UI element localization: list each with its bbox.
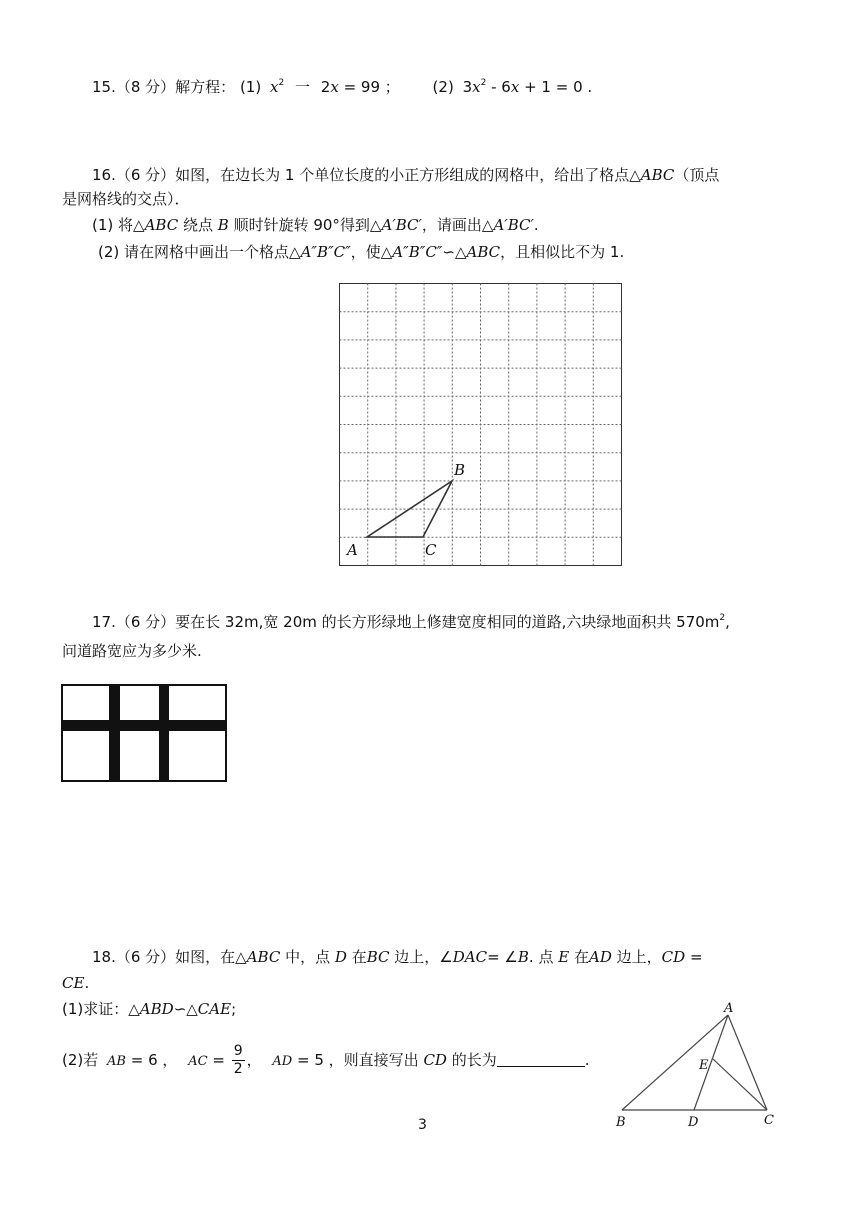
- q16-line2: 是网格线的交点）．: [62, 190, 190, 208]
- q17-line2: 问道路宽应为多少米.: [62, 642, 202, 660]
- q18-line4-ad: AD: [272, 1054, 293, 1069]
- q18-line2-end: .: [84, 974, 90, 992]
- q15-p2-x: x: [472, 78, 481, 96]
- q15-p2-rhs: + 1 = 0 .: [524, 78, 593, 96]
- q18-line3-b: ∽△: [173, 1000, 198, 1018]
- vertical-road-2: [159, 685, 169, 781]
- q18-line4-e: = 5 ，则直接写出: [297, 1051, 419, 1069]
- q15-p1-label: (1): [239, 78, 262, 96]
- q18-line1-E: E: [558, 948, 570, 966]
- field-border: [62, 685, 226, 781]
- q16-line3-a: (1) 将△: [92, 216, 145, 234]
- q18-line3: [62, 998, 236, 1020]
- label-B: B: [454, 461, 466, 479]
- answer-blank[interactable]: [497, 1052, 585, 1067]
- q18-line4-ac: AC: [188, 1054, 208, 1069]
- label-C: C: [764, 1113, 774, 1128]
- q18-line4-ab: AB: [107, 1054, 126, 1069]
- q18-line4-b: = 6 ，: [130, 1051, 178, 1069]
- q18-line3-cae: CAE: [197, 1000, 232, 1018]
- q15-line: [92, 76, 592, 98]
- q16-line3-abc: ABC: [144, 216, 179, 234]
- q18-line1-d: 边上，∠: [394, 948, 453, 966]
- q15-p2-mid: - 6: [491, 78, 511, 96]
- segment-AC: [728, 1015, 767, 1110]
- q15-p1-exp: 2: [278, 78, 285, 88]
- q16-line4-d: ，且相似比不为 1.: [500, 243, 625, 261]
- q16-line3-tri: A′BC′: [381, 216, 422, 234]
- q18-line1-a: 18.（6 分）如图，在△: [92, 948, 247, 966]
- q15-p1-x: x: [269, 78, 279, 96]
- q16-line4: [98, 241, 624, 263]
- q18-triangle-figure: [610, 1000, 790, 1135]
- q18-line1-i: =: [689, 948, 703, 966]
- q17-road-figure: [61, 684, 229, 784]
- q18-line3-a: (1)求证：△: [62, 1000, 140, 1018]
- q18-line1-h: 边上，: [616, 948, 662, 966]
- horizontal-road: [62, 720, 226, 731]
- fraction-numerator: 9: [233, 1043, 243, 1059]
- q18-line2-CE: CE: [62, 974, 85, 992]
- q16-line4-a: (2) 请在网格中画出一个格点△: [98, 243, 301, 261]
- q18-line3-abd: ABD: [139, 1000, 174, 1018]
- page-number: 3: [418, 1117, 427, 1133]
- q16-line3: [92, 214, 539, 236]
- q16-line1-tail: （顶点: [674, 166, 720, 184]
- q18-line1-BC: BC: [366, 948, 390, 966]
- q15-p2-exp: 2: [480, 78, 487, 88]
- q15-head: 15.（8 分）解方程：: [92, 78, 236, 96]
- segment-CE: [713, 1059, 767, 1110]
- q18-line1-D: D: [334, 948, 347, 966]
- q18-line1-e: = ∠: [487, 948, 518, 966]
- q16-line3-B: B: [217, 216, 229, 234]
- q18-line2: [62, 972, 89, 994]
- q18-line1-DAC: DAC: [452, 948, 488, 966]
- grid-lines: [340, 284, 622, 566]
- fraction-9-2: [232, 1043, 245, 1078]
- q15-p1-minus: 一: [294, 78, 310, 96]
- q18-line3-c: ;: [231, 1000, 237, 1018]
- q16-line4-tri: A″B″C″: [300, 243, 351, 261]
- q16-line4-abc: ABC: [466, 243, 501, 261]
- q17-line1-text: 17.（6 分）要在长 32m,宽 20m 的长方形绿地上修建宽度相同的道路,六块绿地面积共 570m: [92, 613, 720, 631]
- fraction-denominator: 2: [233, 1061, 243, 1077]
- q17-line1-exp: 2: [719, 613, 726, 623]
- q16-line1-abc: ABC: [640, 166, 675, 184]
- q16-line4-tri2: A″B″C″: [392, 243, 443, 261]
- q18-line1-B: B: [517, 948, 529, 966]
- q15-p1-rhs: = 99 ；: [343, 78, 400, 96]
- label-D: D: [688, 1115, 699, 1130]
- q15-p2-x2: x: [510, 78, 520, 96]
- q18-line1-b: 中，点: [285, 948, 331, 966]
- q18-line1-abc: ABC: [246, 948, 281, 966]
- q16-line4-c: ∽△: [442, 243, 467, 261]
- q16-line3-b: 绕点: [182, 216, 213, 234]
- q18-line4: [62, 1040, 590, 1082]
- q15-p1-x2: x: [330, 78, 339, 96]
- q17-line1-end: ,: [725, 613, 730, 631]
- q18-line1-f: . 点: [528, 948, 554, 966]
- q18-line4-c: =: [212, 1051, 225, 1069]
- q16-line4-b: ，使△: [350, 243, 393, 261]
- q16-line3-c: 顺时针旋转 90°得到△: [233, 216, 382, 234]
- q18-line1-CD: CD: [661, 948, 686, 966]
- label-C: C: [425, 541, 437, 559]
- q18-line4-a: (2)若: [62, 1051, 99, 1069]
- q15-p2-label: (2): [432, 78, 454, 96]
- q18-line4-cd: CD: [423, 1051, 447, 1069]
- q17-line1: [92, 611, 730, 633]
- q18-line1-g: 在: [573, 948, 589, 966]
- q16-grid-figure: [339, 283, 624, 568]
- q16-line3-e: .: [533, 216, 539, 234]
- q15-p1-coef: 2: [320, 78, 331, 96]
- label-A: A: [724, 1001, 734, 1016]
- q18-line1-AD: AD: [589, 948, 612, 966]
- label-B: B: [616, 1115, 626, 1130]
- q16-line1: [92, 164, 719, 186]
- q18-line1-c: 在: [351, 948, 367, 966]
- q16-line3-d: ，请画出△: [421, 216, 494, 234]
- q18-line4-f: 的长为: [451, 1051, 497, 1069]
- q16-line3-tri2: A′BC′: [493, 216, 534, 234]
- q16-line1-text: 16.（6 分）如图，在边长为 1 个单位长度的小正方形组成的网格中，给出了格点△: [92, 166, 641, 184]
- vertical-road-1: [109, 685, 120, 781]
- q15-p2-coef: 3: [462, 78, 473, 96]
- q18-line4-d: ，: [246, 1051, 262, 1069]
- label-E: E: [699, 1058, 709, 1073]
- segment-AB: [622, 1015, 728, 1110]
- q18-line4-g: .: [584, 1051, 590, 1069]
- label-A: A: [347, 541, 358, 559]
- q18-line1: [92, 946, 703, 968]
